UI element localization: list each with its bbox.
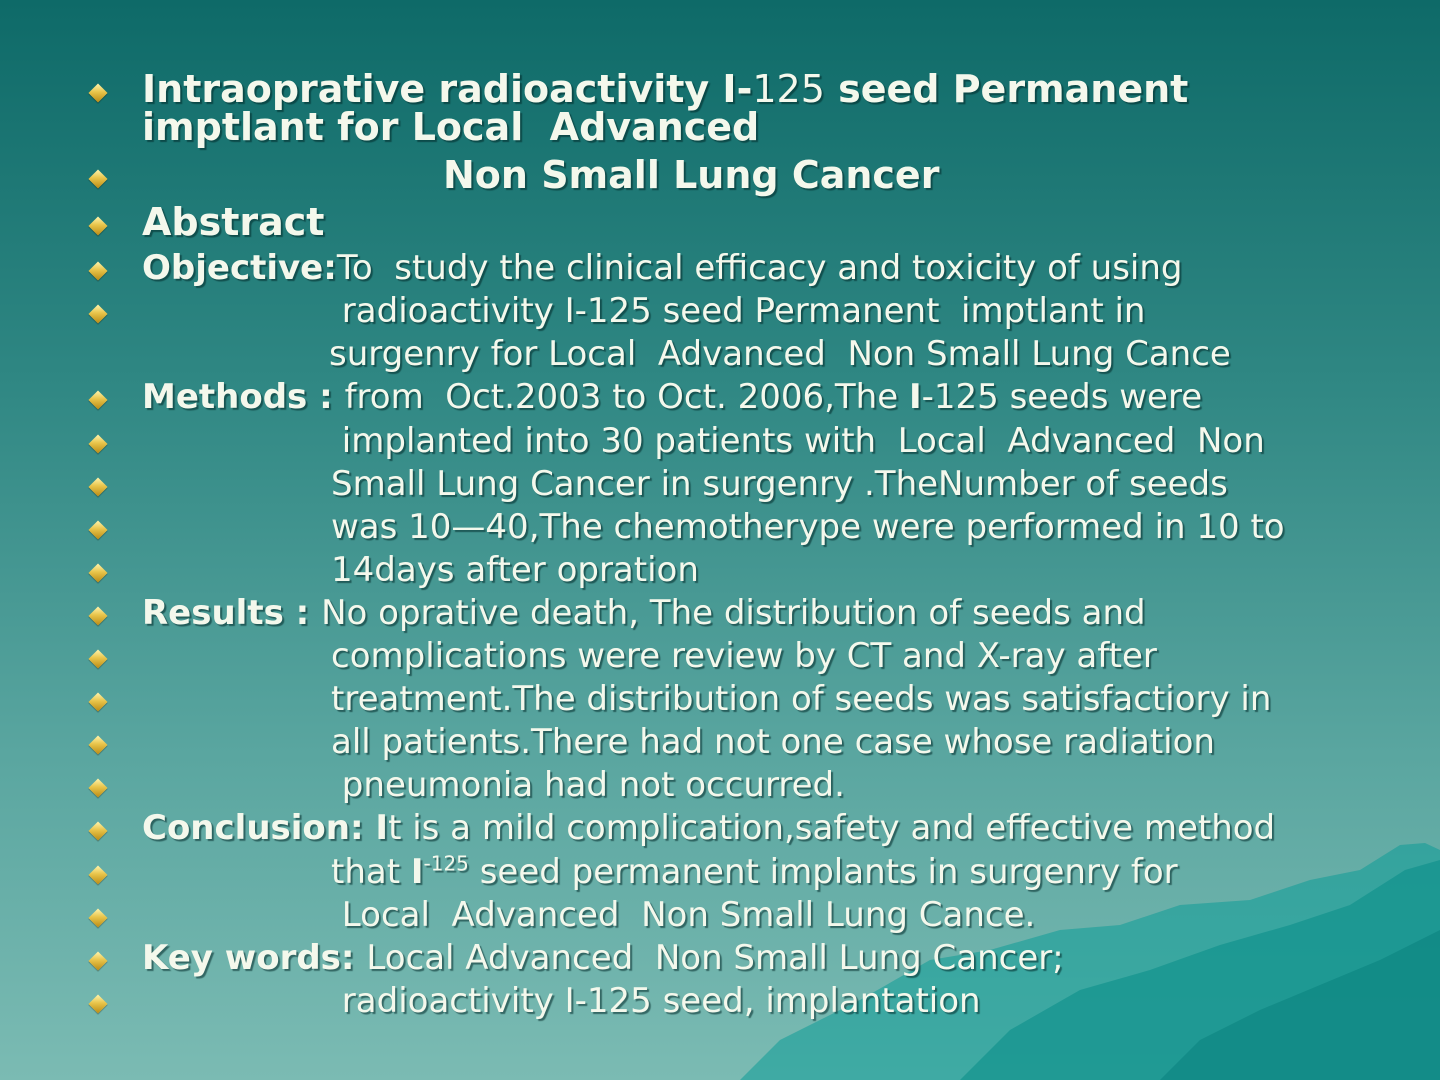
methods-line-1: Methods : from Oct.2003 to Oct. 2006,The I-125 seeds were: [142, 377, 1203, 417]
results-line-5: pneumonia had not occurred.: [331, 765, 845, 805]
results-line-3: treatment.The distribution of seeds was satisfactiory in: [331, 679, 1272, 719]
methods-line-4: was 10—40,The chemotherype were performed in 10 to: [331, 507, 1285, 547]
objective-line-2: radioactivity I-125 seed Permanent imptlant in: [331, 291, 1146, 331]
abstract-heading: Abstract: [142, 200, 325, 244]
keywords-line-1: Key words: Local Advanced Non Small Lung Cancer;: [142, 938, 1064, 978]
conclusion-line-1: Conclusion: It is a mild complication,safety and effective method: [142, 808, 1276, 848]
methods-line-3: Small Lung Cancer in surgenry .TheNumber of seeds: [331, 464, 1228, 504]
methods-line-2: implanted into 30 patients with Local Advanced Non: [331, 421, 1265, 461]
objective-line-1: Objective:To study the clinical efficacy and toxicity of using: [142, 248, 1183, 288]
title-line-3: Non Small Lung Cancer: [443, 153, 940, 197]
results-line-1: Results : No oprative death, The distribution of seeds and: [142, 593, 1146, 633]
title-line-1: Intraoprative radioactivity I-125 seed Permanent: [142, 67, 1189, 111]
objective-line-3: surgenry for Local Advanced Non Small Lung Cance: [329, 334, 1231, 374]
conclusion-line-2: that $I^{-125}$ seed permanent implants in surgenry for: [331, 851, 1178, 892]
results-line-4: all patients.There had not one case whose radiation: [331, 722, 1215, 762]
conclusion-line-3: Local Advanced Non Small Lung Cance.: [331, 895, 1036, 935]
results-line-2: complications were review by CT and X-ray after: [331, 636, 1157, 676]
keywords-line-2: radioactivity I-125 seed, implantation: [331, 981, 981, 1021]
methods-line-5: 14days after opration: [331, 550, 699, 590]
title-line-2: imptlant for Local Advanced: [142, 105, 760, 149]
